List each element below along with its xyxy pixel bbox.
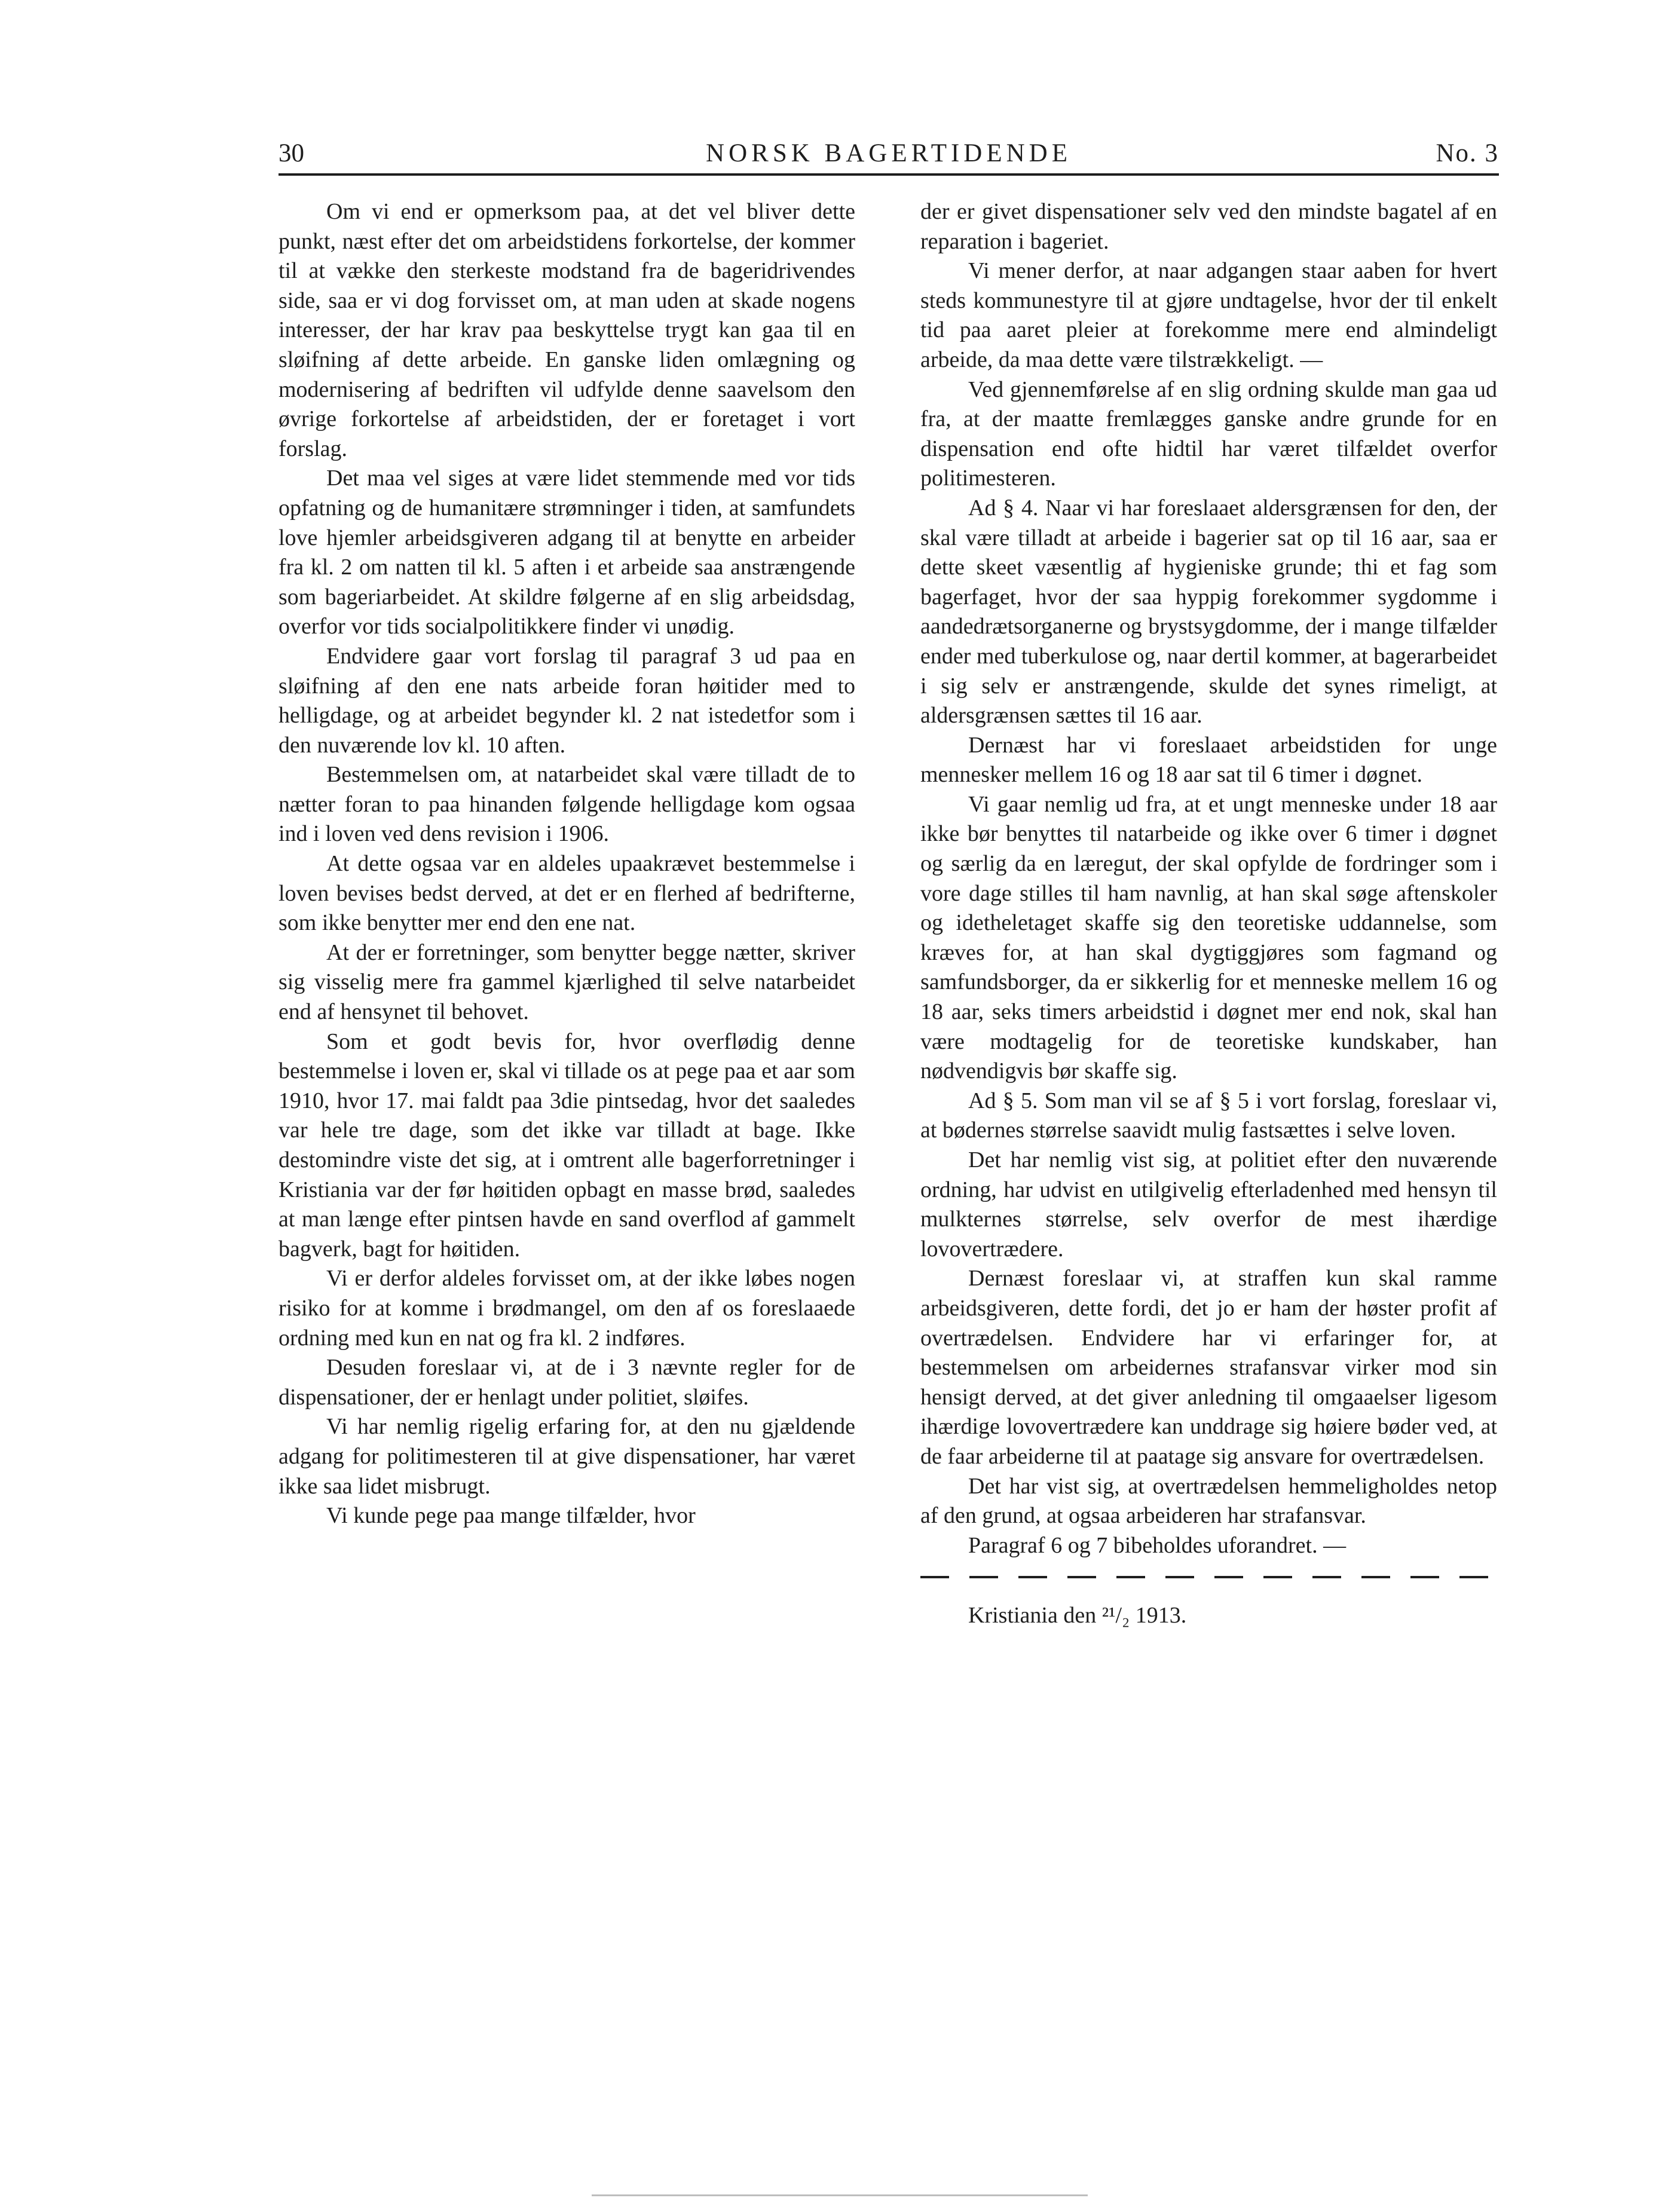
paragraph: Vi har nemlig rigelig erfaring for, at den nu gjældende adgang for politimesteren til at give dispensationer, har været ikke saa lidet misbrugt.: [279, 1414, 855, 1499]
paragraph: Vi kunde pege paa mange tilfælder, hvor: [326, 1503, 696, 1529]
paragraph: Det har vist sig, at overtrædelsen hemmeligholdes netop af den grund, at ogsaa arbeideren har strafansvar.: [920, 1473, 1497, 1529]
dateline: Kristiania den ²¹/₂ 1913.: [968, 1603, 1187, 1629]
paragraph: Ad § 4. Naar vi har foreslaaet aldersgrænsen for den, der skal være tilladt at arbeide i bagerier sat op til 16 aar, saa er dette skeet væsentlig af hygieniske grunde; thi et fag som bagerfaget, hvor der saa hyppig forekommer sygdomme i aandedrætsorganerne og brystsygdomme, der i mange tilfælder ender med tuberkulose og, naar dertil kommer, at bagerarbeidet i sig selv er anstrængende, skulde det synes rimeligt, at aldersgrænsen sættes til 16 aar.: [920, 495, 1497, 728]
dashed-separator: [920, 1576, 1497, 1578]
paragraph: Dernæst har vi foreslaaet arbeidstiden for unge mennesker mellem 16 og 18 aar sat til 6 timer i døgnet.: [920, 732, 1497, 788]
paragraph: Vi er derfor aldeles forvisset om, at der ikke løbes nogen risiko for at komme i brødmangel, om den af os foreslaaede ordning med kun en nat og fra kl. 2 indføres.: [279, 1266, 855, 1351]
paragraph-continued: der er givet dispensationer selv ved den mindste bagatel af en reparation i bageriet.: [920, 199, 1497, 254]
paragraph: Om vi end er opmerksom paa, at det vel bliver dette punkt, næst efter det om arbeidstidens forkortelse, der kommer til at vække den sterkeste modstand fra de bageridrivendes side, saa er vi dog forvisset om, at man uden at skade nogens interesser, der har krav paa beskyttelse trygt kan gaa til en sløifning af dette arbeide. En ganske liden omlægning og modernisering af bedriften vil udfylde denne saavelsom den øvrige forkortelse af arbeidstiden, der er foretaget i vort forslag.: [279, 199, 855, 461]
paragraph: Det maa vel siges at være lidet stemmende med vor tids opfatning og de humanitære strømninger i tiden, at samfundets love hjemler arbeidsgiveren adgang til at benytte en arbeider fra kl. 2 om natten til kl. 5 aften i et arbeide saa anstrængende som bageriarbeidet. At skildre følgerne af en slig arbeidsdag, overfor vor tids socialpolitikkere finder vi unødig.: [279, 466, 855, 639]
paragraph: Paragraf 6 og 7 bibeholdes uforandret. —: [968, 1532, 1347, 1558]
paragraph: Ad § 5. Som man vil se af § 5 i vort forslag, foreslaar vi, at bødernes størrelse saavidt mulig fastsættes i selve loven.: [920, 1088, 1497, 1143]
paragraph: Ved gjennemførelse af en slig ordning skulde man gaa ud fra, at der maatte fremlægges ganske andre grunde for en dispensation end ofte hidtil har været tilfældet overfor politimesteren.: [920, 376, 1497, 491]
journal-title: NORSK BAGERTIDENDE: [706, 139, 1072, 167]
page-number: 30: [279, 139, 304, 167]
paragraph: At der er forretninger, som benytter begge nætter, skriver sig visselig mere fra gammel kjærlighed til selve natarbeidet end af hensynet til behovet.: [279, 939, 855, 1025]
issue-number: No. 3: [1436, 139, 1499, 167]
paragraph: Vi gaar nemlig ud fra, at et ungt menneske under 18 aar ikke bør benyttes til natarbeide og ikke over 6 timer i døgnet og særlig da en læregut, der skal opfylde de fordringer som i vore dage stilles til ham navnlig, at han skal søge aftenskoler og idetheletaget skaffe sig den teoretiske uddannelse, som kræves for, at han skal dygtiggjøres som fagmand og samfundsborger, da er sikkerlig for et menneske mellem 16 og 18 aar, seks timers arbeidstid i døgnet mer end nok, skal han være modtagelig for de teoretiske kundskaber, han nødvendigvis bør skaffe sig.: [920, 791, 1497, 1084]
paragraph: Vi mener derfor, at naar adgangen staar aaben for hvert steds kommunestyre til at gjøre undtagelse, hvor der til enkelt tid paa aaret pleier at forekomme mere end almindeligt arbeide, da maa dette være tilstrækkeligt. —: [920, 258, 1497, 372]
left-column: [279, 197, 855, 1531]
page-bottom-rule: [592, 2194, 1088, 2196]
paragraph: Bestemmelsen om, at natarbeidet skal være tilladt de to nætter foran to paa hinanden følgende helligdage kom ogsaa ind i loven ved dens revision i 1906.: [279, 762, 855, 847]
paragraph: Det har nemlig vist sig, at politiet efter den nuværende ordning, har udvist en utilgivelig efterladenhed med hensyn til mulkternes størrelse, selv overfor de mest ihærdige lovovertrædere.: [920, 1147, 1497, 1262]
paragraph: Som et godt bevis for, hvor overflødig denne bestemmelse i loven er, skal vi tillade os at pege paa et aar som 1910, hvor 17. mai faldt paa 3die pintsedag, hvor det saaledes var hele tre dage, som det ikke var tilladt at bage. Ikke destomindre viste det sig, at i omtrent alle bagerforretninger i Kristiania var der før høitiden opbagt en masse brød, saaledes at man længe efter pintsen havde en sand overflod af gammelt bagverk, bagt for høitiden.: [279, 1028, 855, 1262]
header-rule: [279, 173, 1499, 176]
paragraph: Desuden foreslaar vi, at de i 3 nævnte regler for de dispensationer, der er henlagt under politiet, sløifes.: [279, 1355, 855, 1410]
paragraph: At dette ogsaa var en aldeles upaakrævet bestemmelse i loven bevises bedst derved, at det er en flerhed af bedrifterne, som ikke benytter mer end den ene nat.: [279, 851, 855, 936]
right-column: [920, 197, 1497, 1631]
paragraph: Dernæst foreslaar vi, at straffen kun skal ramme arbeidsgiveren, dette fordi, det jo er ham der høster profit af overtrædelsen. Endvidere har vi erfaringer for, at bestemmelsen om arbeidernes strafansvar virker mod sin hensigt derved, at det giver anledning til omgaaelser ligesom ihærdige lovovertrædere kan unddrage sig høiere bøder ved, at de faar arbeiderne til at paatage sig ansvare for overtrædelsen.: [920, 1266, 1497, 1469]
paragraph: Endvidere gaar vort forslag til paragraf 3 ud paa en sløifning af den ene nats arbeide foran høitider med to helligdage, og at arbeidet begynder kl. 2 nat istedetfor som i den nuværende lov kl. 10 aften.: [279, 643, 855, 758]
running-header: [279, 133, 1499, 175]
